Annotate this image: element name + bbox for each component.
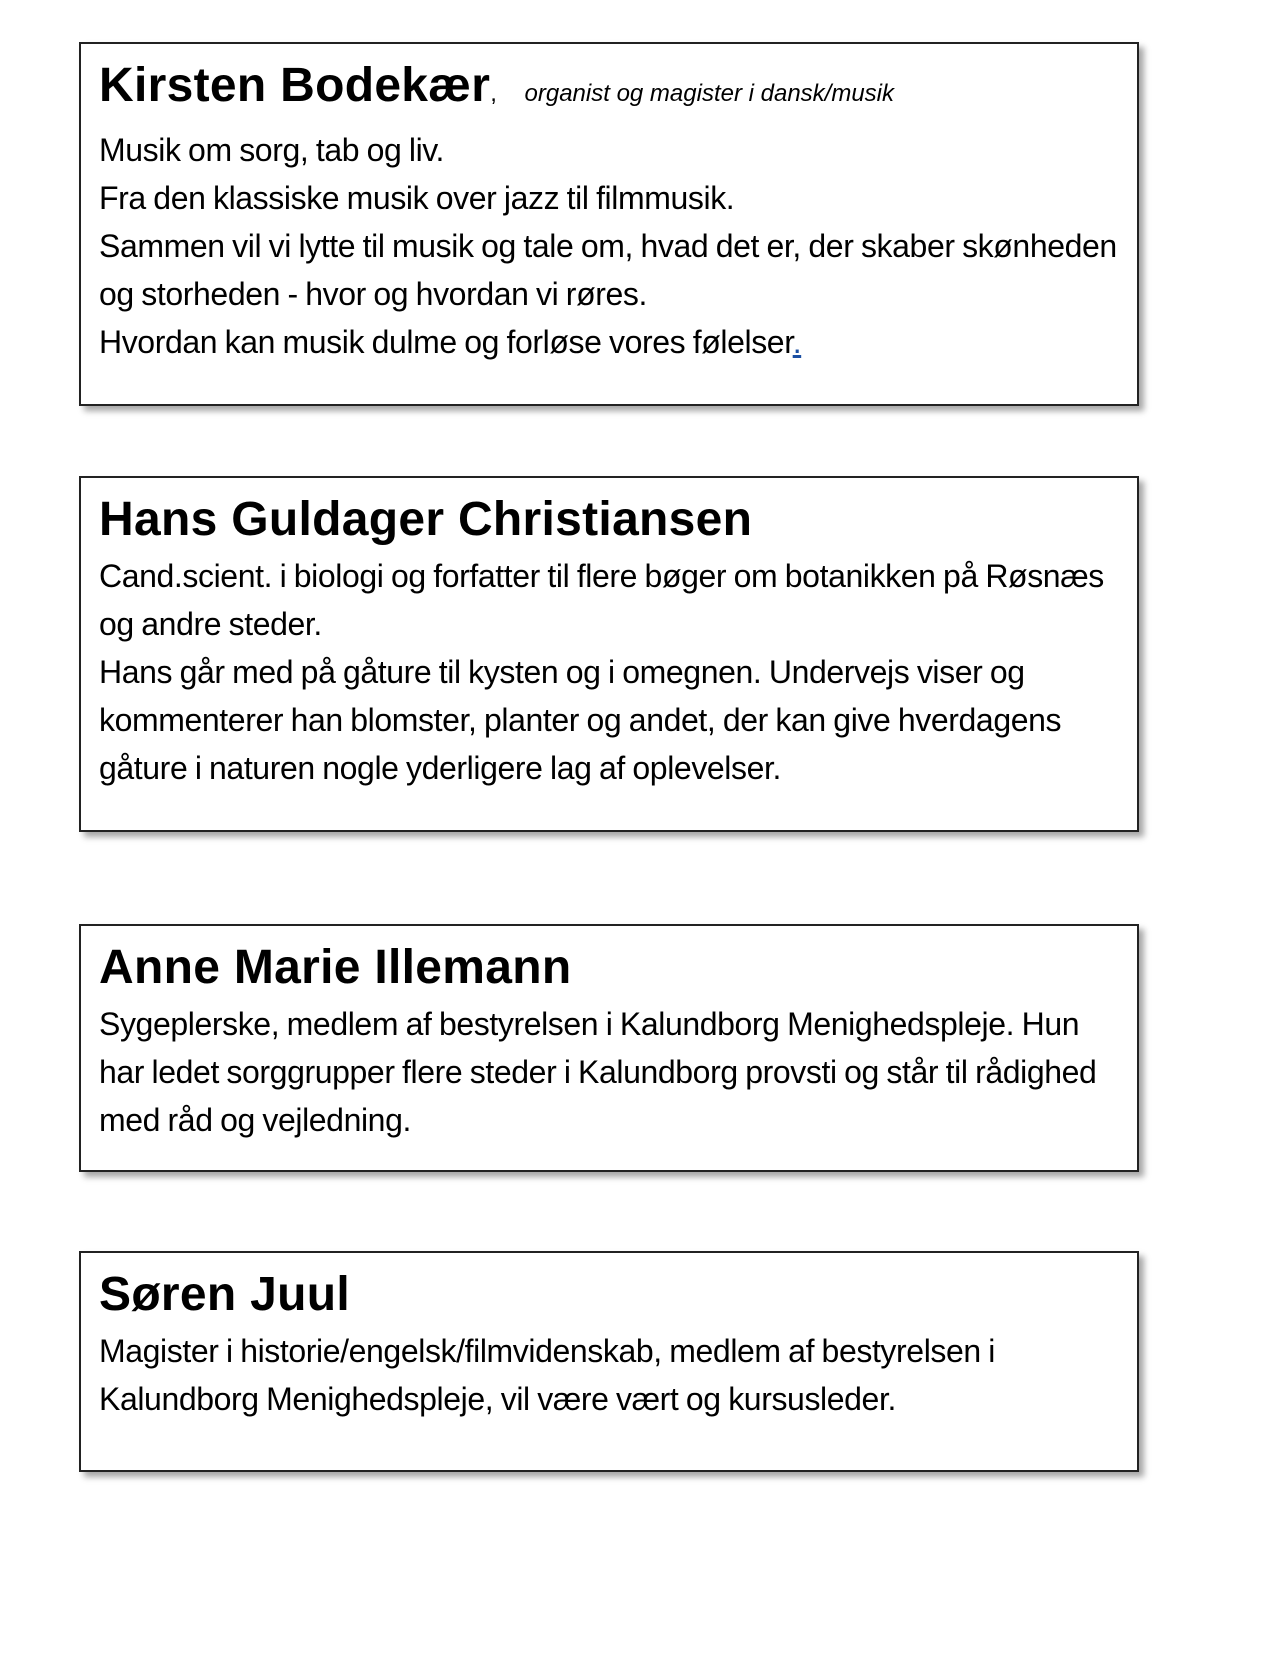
description-line: Cand.scient. i biologi og forfatter til flere bøger om botanikken på Røsnæs og andre steder.	[99, 558, 1104, 642]
description-line-text: Hvordan kan musik dulme og forløse vores følelser	[99, 324, 793, 360]
person-card-hans-guldager-christiansen	[79, 476, 1139, 832]
description-line: Hans går med på gåture til kysten og i omegnen. Undervejs viser og kommenterer han blomster, planter og andet, der kan give hverdagens gåture i naturen nogle yderligere lag af oplevelser.	[99, 654, 1062, 786]
description-line: Sammen vil vi lytte til musik og tale om, hvad det er, der skaber skønheden og storheden - hvor og hvordan vi røres.	[99, 228, 1117, 312]
description-line: Magister i historie/engelsk/filmvidenskab, medlem af bestyrelsen i Kalundborg Menighedspleje, vil være vært og kursusleder.	[99, 1333, 995, 1417]
person-name-heading	[99, 58, 1119, 122]
person-card-soeren-juul	[79, 1251, 1139, 1472]
description-line: Sygeplerske, medlem af bestyrelsen i Kalundborg Menighedspleje. Hun har ledet sorggrupper flere steder i Kalundborg provsti og står til rådighed med råd og vejledning.	[99, 1006, 1097, 1138]
person-description	[99, 126, 1119, 366]
person-description	[99, 1327, 1119, 1423]
person-name: Anne Marie Illemann	[99, 941, 572, 994]
person-name: Hans Guldager Christiansen	[99, 493, 753, 546]
person-card-kirsten-bodekaer	[79, 42, 1139, 406]
name-separator: ,	[490, 80, 498, 107]
description-line: Fra den klassiske musik over jazz til filmmusik.	[99, 180, 735, 216]
person-name: Kirsten Bodekær	[99, 59, 491, 112]
person-description	[99, 1000, 1119, 1144]
description-line: Musik om sorg, tab og liv.	[99, 132, 445, 168]
person-description	[99, 552, 1119, 792]
person-card-anne-marie-illemann	[79, 924, 1139, 1172]
trailing-link[interactable]: .	[792, 324, 802, 360]
description-line	[99, 318, 1119, 366]
person-title: organist og magister i dansk/musik	[524, 80, 895, 107]
person-name: Søren Juul	[99, 1268, 351, 1321]
